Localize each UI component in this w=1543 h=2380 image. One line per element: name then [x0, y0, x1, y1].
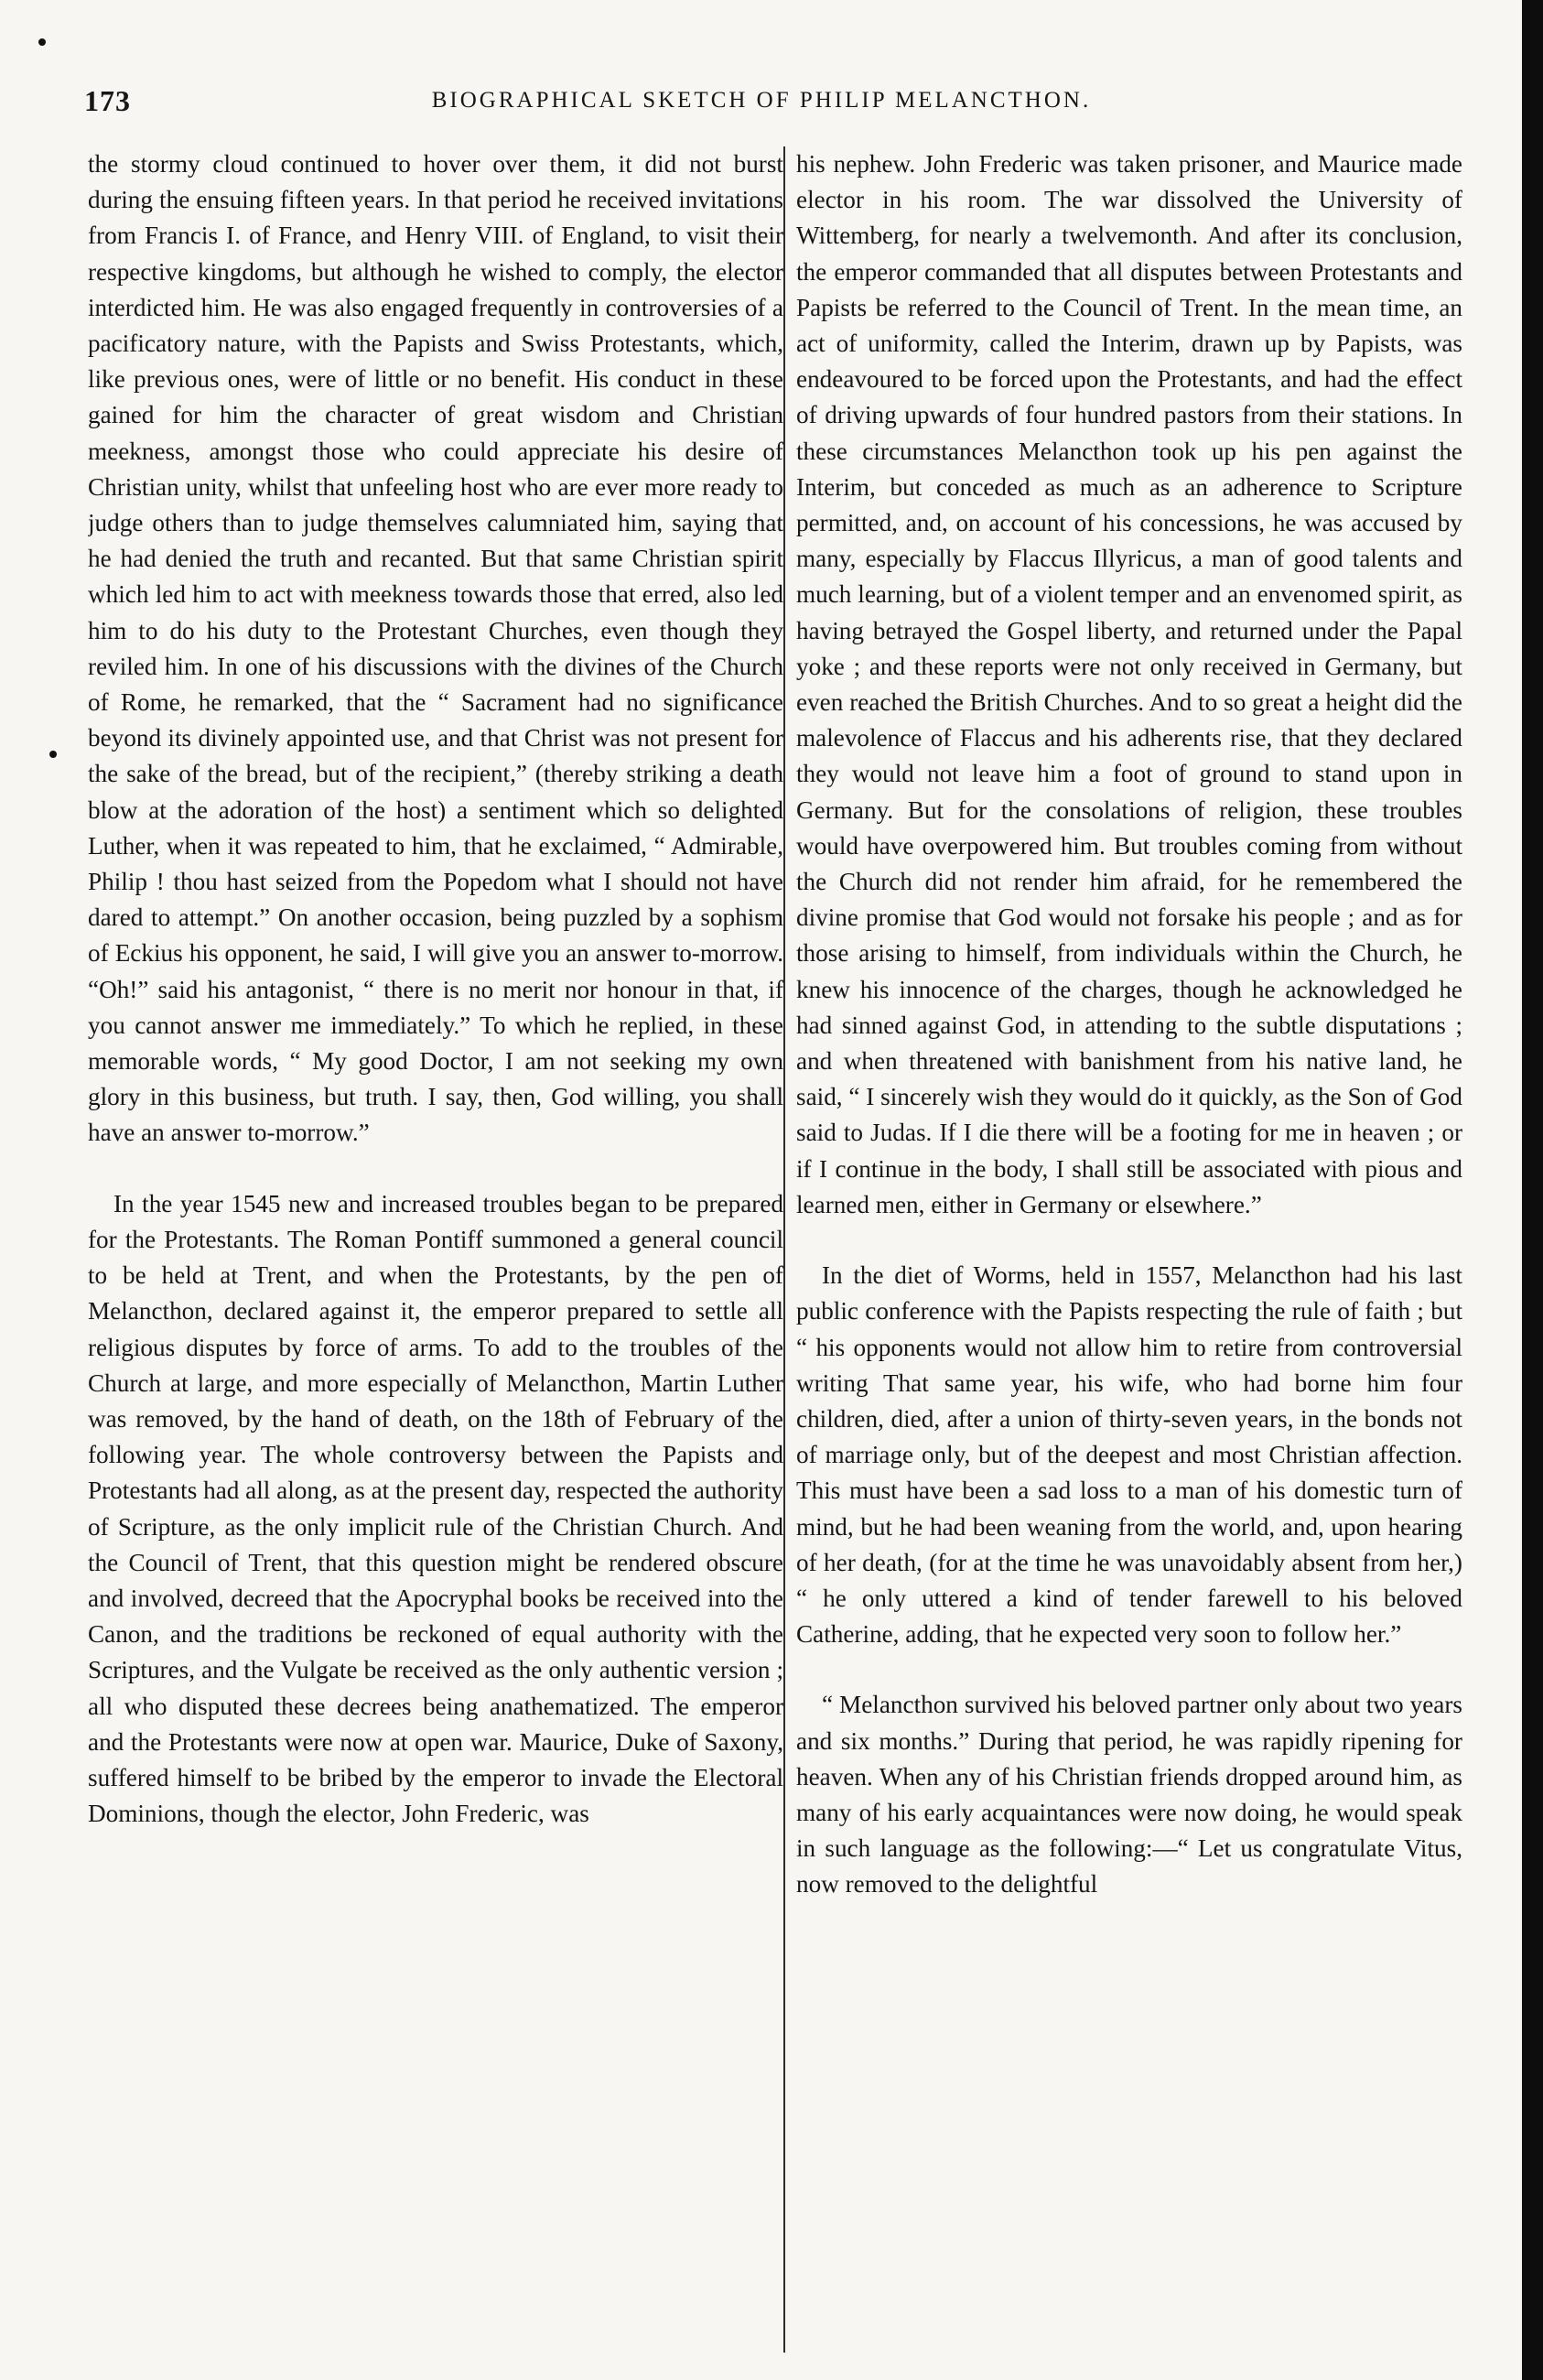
right-column	[796, 146, 1462, 2362]
paragraph: In the year 1545 new and increased troubles began to be prepared for the Protestants. The Roman Pontiff summoned a general council to be held at Trent, and when the Protestants, by the pen of Melancthon, declared against it, the emperor prepared to settle all religious disputes by force of arms. To add to the troubles of the Church at large, and more especially of Melancthon, Martin Luther was removed, by the hand of death, on the 18th of February of the following year. The whole controversy between the Papists and Protestants had all along, as at the present day, respected the authority of Scripture, as the only implicit rule of the Christian Church. And the Council of Trent, that this question might be rendered obscure and involved, decreed that the Apocryphal books be received into the Canon, and the traditions be reckoned of equal authority with the Scriptures, and the Vulgate be received as the only authentic version ; all who disputed these decrees being anathematized. The emperor and the Protestants were now at open war. Maurice, Duke of Saxony, suffered himself to be bribed by the emperor to invade the Electoral Dominions, though the elector, John Frederic, was	[88, 1189, 783, 1828]
running-title: BIOGRAPHICAL SKETCH OF PHILIP MELANCTHON.	[431, 88, 1092, 113]
page-edge-shadow	[1522, 0, 1543, 2380]
page-number: 173	[84, 84, 131, 117]
margin-speck	[38, 38, 46, 46]
margin-speck	[49, 751, 57, 758]
paragraph: the stormy cloud continued to hover over them, it did not burst during the ensuing fifteen years. In that period he received invitations from Francis I. of France, and Henry VIII. of England, to visit their respective kingdoms, but although he wished to comply, the elector interdicted him. He was also engaged frequently in controversies of a pacificatory nature, with the Papists and Swiss Protestants, which, like previous ones, were of little or no benefit. His conduct in these gained for him the character of great wisdom and Christian meekness, amongst those who could appreciate his desire of Christian unity, whilst that unfeeling host who are ever more ready to judge others than to judge themselves calumniated him, saying that he had denied the truth and recanted. But that same Christian spirit which led him to act with meekness towards those that erred, also led him to do his duty to the Protestant Churches, even though they reviled him. In one of his discussions with the divines of the Church of Rome, he remarked, that the “ Sacrament had no significance beyond its divinely appointed use, and that Christ was not present for the sake of the bread, but of the recipient,” (thereby striking a death blow at the adoration of the host) a sentiment which so delighted Luther, when it was repeated to him, that he exclaimed, “ Admirable, Philip ! thou hast seized from the Popedom what I should not have dared to attempt.” On another occasion, being puzzled by a sophism of Eckius his opponent, he said, I will give you an answer to-morrow. “Oh!” said his antagonist, “ there is no merit nor honour in that, if you cannot answer me immediately.” To which he replied, in these memorable words, “ My good Doctor, I am not seeking my own glory in this business, but truth. I say, then, God willing, you shall have an answer to-morrow.”	[88, 150, 783, 1147]
left-column	[88, 146, 783, 2362]
paragraph: In the diet of Worms, held in 1557, Melancthon had his last public conference with the Papists respecting the rule of faith ; but “ his opponents would not allow him to retire from controversial writing That same year, his wife, who had borne him four children, died, after a union of thirty-seven years, in the bonds not of marriage only, but of the deepest and most Christian affection. This must have been a sad loss to a man of his domestic turn of mind, but he had been weaning from the world, and, upon hearing of her death, (for at the time he was unavoidably absent from her,) “ he only uttered a kind of tender farewell to his beloved Catherine, adding, that he expected very soon to follow her.”	[796, 1261, 1462, 1649]
page-header	[84, 84, 1439, 126]
paragraph: his nephew. John Frederic was taken prisoner, and Maurice made elector in his room. The war dissolved the University of Wittemberg, for nearly a twelvemonth. And after its conclusion, the emperor commanded that all disputes between Protestants and Papists be referred to the Council of Trent. In the mean time, an act of uniformity, called the Interim, drawn up by Papists, was endeavoured to be forced upon the Protestants, and had the effect of driving upwards of four hundred pastors from their stations. In these circumstances Melancthon took up his pen against the Interim, but conceded as much as an adherence to Scripture permitted, and, on account of his concessions, he was accused by many, especially by Flaccus Illyricus, a man of good talents and much learning, but of a violent temper and an envenomed spirit, as having betrayed the Gospel liberty, and returned under the Papal yoke ; and these reports were not only received in Germany, but even reached the British Churches. And to so great a height did the malevolence of Flaccus and his adherents rise, that they declared they would not leave him a foot of ground to stand upon in Germany. But for the consolations of religion, these troubles would have overpowered him. But troubles coming from without the Church did not render him afraid, for he remembered the divine promise that God would not forsake his people ; and as for those arising to himself, from individuals within the Church, he knew his innocence of the charges, though he acknowledged he had sinned against God, in attending to the subtle disputations ; and when threatened with banishment from his native land, he said, “ I sincerely wish they would do it quickly, as the Son of God said to Judas. If I die there will be a footing for me in heaven ; or if I continue in the body, I shall still be associated with pious and learned men, either in Germany or elsewhere.”	[796, 150, 1462, 1218]
paragraph: “ Melancthon survived his beloved partner only about two years and six months.” During that period, he was rapidly ripening for heaven. When any of his Christian friends dropped around him, as many of his early acquaintances were now doing, he would speak in such language as the following:—“ Let us congratulate Vitus, now removed to the delightful	[796, 1691, 1462, 1899]
column-rule	[783, 146, 785, 2353]
